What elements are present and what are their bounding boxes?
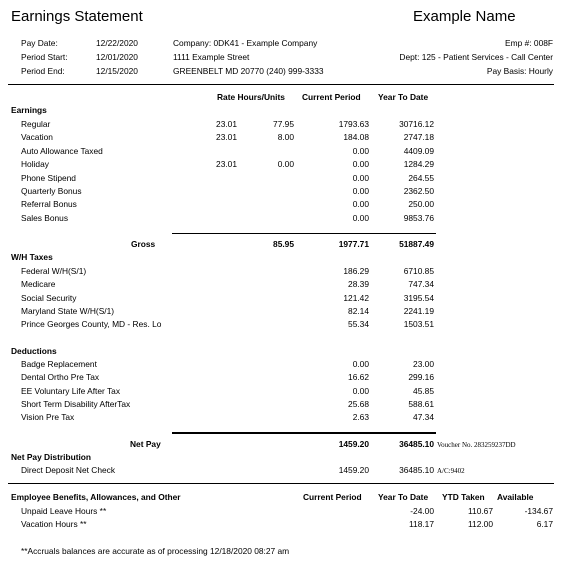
pay-date-value: 12/22/2020 xyxy=(96,38,138,48)
earning-current: 1793.63 xyxy=(338,119,369,129)
tax-label: Federal W/H(S/1) xyxy=(21,266,87,276)
net-pay-ytd: 36485.10 xyxy=(399,439,434,449)
tax-ytd: 1503.51 xyxy=(403,319,434,330)
earning-ytd: 250.00 xyxy=(408,199,434,210)
ytd-header: Year To Date xyxy=(378,92,429,102)
pay-date-label: Pay Date: xyxy=(21,38,58,48)
gross-rule xyxy=(172,233,436,234)
period-start-label: Period Start: xyxy=(21,52,68,62)
tax-current: 28.39 xyxy=(348,279,369,290)
benefit-taken: 110.67 xyxy=(468,506,493,516)
earning-ytd: 264.55 xyxy=(408,172,434,183)
period-start-value: 12/01/2020 xyxy=(96,52,138,62)
deductions-heading: Deductions xyxy=(11,346,57,356)
earning-label: Regular xyxy=(21,119,51,129)
benefits-taken-header: YTD Taken xyxy=(442,492,485,502)
benefit-label: Vacation Hours ** xyxy=(21,519,87,530)
deduction-current: 16.62 xyxy=(348,372,369,383)
tax-current: 55.34 xyxy=(348,319,369,330)
company-street: 1111 Example Street xyxy=(173,52,250,62)
earning-label: Vacation xyxy=(21,132,53,143)
tax-label: Maryland State W/H(S/1) xyxy=(21,305,115,316)
earning-current: 0.00 xyxy=(352,159,369,170)
benefits-ytd-header: Year To Date xyxy=(378,492,429,502)
earning-label: Auto Allowance Taxed xyxy=(21,145,103,156)
earning-ytd: 9853.76 xyxy=(403,212,434,223)
deduction-ytd: 23.00 xyxy=(413,359,434,369)
distribution-current: 1459.20 xyxy=(338,465,369,475)
deduction-label: Short Term Disability AfterTax xyxy=(21,398,131,409)
voucher-number: Voucher No. 283259237DD xyxy=(437,441,516,449)
tax-label: Medicare xyxy=(21,279,56,290)
earning-rate: 23.01 xyxy=(216,159,237,170)
period-end-label: Period End: xyxy=(21,66,65,76)
net-pay-current: 1459.20 xyxy=(338,439,369,449)
earning-ytd: 2362.50 xyxy=(403,186,434,196)
rate-hours-header: Rate Hours/Units xyxy=(217,92,285,102)
benefit-available: -134.67 xyxy=(524,506,553,516)
benefit-taken: 112.00 xyxy=(468,519,493,530)
distribution-label: Direct Deposit Net Check xyxy=(21,465,116,475)
employee-name: Example Name xyxy=(413,8,516,25)
benefits-divider xyxy=(8,483,554,484)
deduction-ytd: 588.61 xyxy=(408,398,434,409)
tax-label: Prince Georges County, MD - Res. Lo xyxy=(21,319,162,330)
net-pay-rule xyxy=(172,432,436,434)
department: Dept: 125 - Patient Services - Call Center xyxy=(399,52,553,62)
tax-current: 121.42 xyxy=(343,292,369,303)
earning-rate: 23.01 xyxy=(216,132,237,143)
earning-ytd: 30716.12 xyxy=(399,119,434,129)
tax-current: 82.14 xyxy=(348,305,369,316)
earning-current: 0.00 xyxy=(352,212,369,223)
earning-rate: 23.01 xyxy=(216,119,237,129)
tax-ytd: 3195.54 xyxy=(403,292,434,303)
company-name: Company: 0DK41 - Example Company xyxy=(173,38,318,48)
header-divider xyxy=(8,84,554,85)
period-end-value: 12/15/2020 xyxy=(96,66,138,76)
earning-ytd: 4409.09 xyxy=(403,145,434,156)
gross-ytd: 51887.49 xyxy=(399,239,434,249)
benefit-ytd: -24.00 xyxy=(410,506,434,516)
deduction-current: 25.68 xyxy=(348,398,369,409)
current-period-header: Current Period xyxy=(302,92,361,102)
benefit-available: 6.17 xyxy=(536,519,553,530)
earning-current: 0.00 xyxy=(352,186,369,196)
earning-ytd: 2747.18 xyxy=(403,132,434,143)
statement-title: Earnings Statement xyxy=(11,8,143,25)
gross-hours: 85.95 xyxy=(273,239,294,249)
account-number: A/C:9402 xyxy=(437,467,465,475)
deduction-label: Dental Ortho Pre Tax xyxy=(21,372,100,383)
earning-ytd: 1284.29 xyxy=(403,159,434,170)
earning-current: 0.00 xyxy=(352,145,369,156)
earning-label: Referral Bonus xyxy=(21,199,77,210)
deduction-current: 0.00 xyxy=(352,359,369,369)
earning-hours: 8.00 xyxy=(277,132,294,143)
tax-label: Social Security xyxy=(21,292,77,303)
earning-label: Sales Bonus xyxy=(21,212,69,223)
earning-current: 184.08 xyxy=(343,132,369,143)
deduction-label: Badge Replacement xyxy=(21,359,97,369)
earning-label: Quarterly Bonus xyxy=(21,186,82,196)
distribution-heading: Net Pay Distribution xyxy=(11,452,92,462)
pay-basis: Pay Basis: Hourly xyxy=(486,66,553,76)
benefit-label: Unpaid Leave Hours ** xyxy=(21,506,107,516)
tax-current: 186.29 xyxy=(343,266,369,276)
company-city-phone: GREENBELT MD 20770 (240) 999-3333 xyxy=(173,66,324,76)
earning-label: Holiday xyxy=(21,159,49,170)
earning-label: Phone Stipend xyxy=(21,172,76,183)
earnings-heading: Earnings xyxy=(11,105,47,115)
deduction-ytd: 299.16 xyxy=(408,372,434,383)
gross-current: 1977.71 xyxy=(338,239,369,249)
deduction-current: 0.00 xyxy=(352,385,369,396)
deduction-current: 2.63 xyxy=(352,412,369,423)
benefits-current-header: Current Period xyxy=(303,492,362,502)
earning-current: 0.00 xyxy=(352,172,369,183)
benefits-heading: Employee Benefits, Allowances, and Other xyxy=(11,492,181,502)
taxes-heading: W/H Taxes xyxy=(11,252,53,262)
tax-ytd: 747.34 xyxy=(408,279,434,290)
deduction-label: Vision Pre Tax xyxy=(21,412,75,423)
gross-label: Gross xyxy=(131,239,156,249)
earning-hours: 0.00 xyxy=(277,159,294,170)
tax-ytd: 6710.85 xyxy=(403,266,434,276)
deduction-ytd: 47.34 xyxy=(413,412,434,423)
deduction-ytd: 45.85 xyxy=(413,385,434,396)
deduction-label: EE Voluntary Life After Tax xyxy=(21,385,121,396)
employee-number: Emp #: 008F xyxy=(505,38,553,48)
earning-current: 0.00 xyxy=(352,199,369,210)
distribution-ytd: 36485.10 xyxy=(399,465,434,475)
benefit-ytd: 118.17 xyxy=(409,519,434,530)
earning-hours: 77.95 xyxy=(273,119,294,129)
footnote: **Accruals balances are accurate as of processing 12/18/2020 08:27 am xyxy=(21,546,290,556)
net-pay-label: Net Pay xyxy=(130,439,161,449)
tax-ytd: 2241.19 xyxy=(403,305,434,316)
benefits-available-header: Available xyxy=(497,492,534,502)
